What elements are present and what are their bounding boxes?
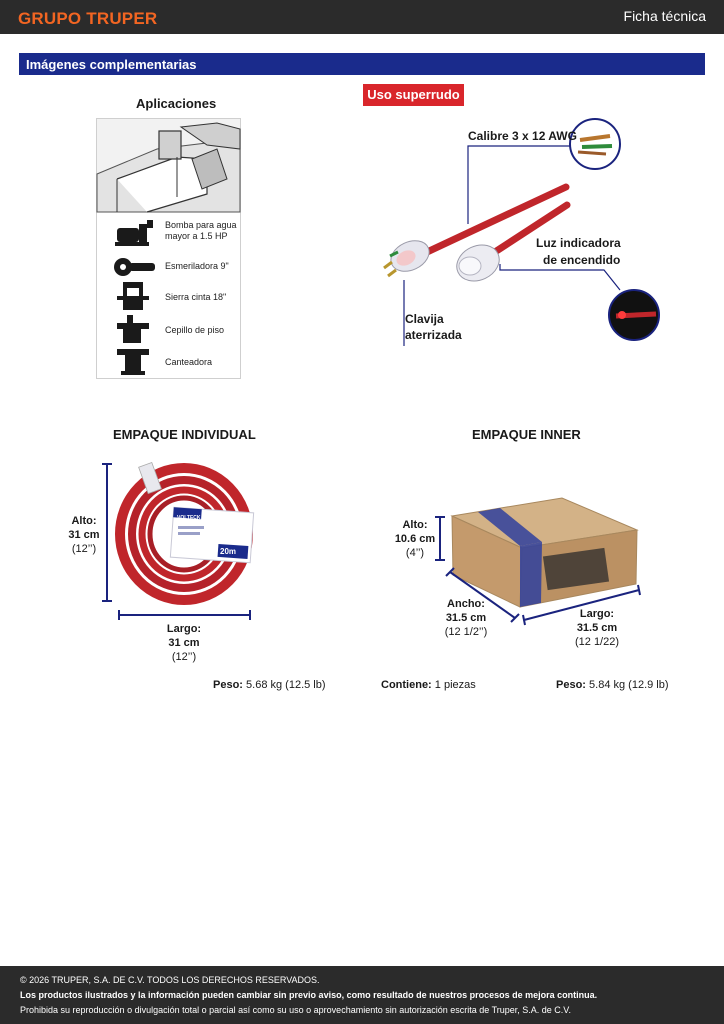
gauge-label: Calibre 3 x 12 AWG — [468, 129, 577, 143]
contains-label: Contiene: — [381, 679, 432, 691]
page-label: Ficha técnica — [623, 8, 706, 24]
inner-width-cm: 31.5 cm — [445, 612, 487, 624]
app-label: Bomba para agua mayor a 1.5 HP — [165, 220, 237, 241]
inner-height-dimension — [394, 518, 436, 560]
inner-length-in: (12 1/22) — [574, 636, 620, 648]
cardboard-box-image — [452, 498, 637, 607]
inner-length-label: Largo: — [579, 608, 615, 620]
length-cm: 31 cm — [168, 637, 200, 649]
inner-length-dimension — [570, 607, 624, 649]
contains-value: 1 piezas — [434, 679, 476, 691]
inner-length-cm: 31.5 cm — [576, 622, 618, 634]
inner-width-dimension — [440, 597, 492, 639]
inner-weight-value: 5.84 kg (12.9 lb) — [589, 679, 669, 691]
app-label: Canteadora — [165, 357, 213, 367]
height-label: Alto: — [71, 515, 97, 527]
heavy-duty-badge: Uso superrudo — [363, 84, 464, 106]
inner-weight-label: Peso: — [556, 679, 586, 691]
app-label: Cepillo de piso — [165, 325, 225, 335]
weight-value: 5.68 kg (12.5 lb) — [246, 679, 326, 691]
app-label: Sierra cinta 18" — [165, 292, 227, 302]
app-label: Esmeriladora 9" — [165, 261, 229, 271]
inner-weight — [556, 679, 669, 691]
inner-height-cm: 10.6 cm — [394, 533, 436, 545]
inner-width-in: (12 1/2’’) — [444, 626, 488, 638]
individual-package-title: EMPAQUE INDIVIDUAL — [113, 427, 256, 442]
plug-label-line1: Clavija — [405, 312, 444, 326]
inner-height-label: Alto: — [402, 519, 428, 531]
height-in: (12’’) — [71, 543, 97, 555]
footer-notice: Los productos ilustrados y la información pueden cambiar sin previo aviso, como resultado de nuestros procesos de mejora continua. — [20, 990, 598, 1000]
inner-package-title: EMPAQUE INNER — [472, 427, 581, 442]
inner-contents — [381, 679, 476, 691]
brand-logo: GRUPO TRUPER — [18, 9, 158, 28]
product-length: 20m — [220, 547, 237, 556]
indicator-label-line2: de encendido — [543, 253, 621, 267]
length-in: (12’’) — [171, 651, 197, 663]
length-label: Largo: — [166, 623, 202, 635]
plug-label-line2: aterrizada — [405, 328, 462, 342]
footer — [0, 966, 724, 1024]
indicator-label-line1: Luz indicadora — [536, 236, 621, 250]
inner-height-in: (4’’) — [405, 547, 425, 559]
height-cm: 31 cm — [68, 529, 100, 541]
inner-width-label: Ancho: — [447, 598, 485, 610]
footer-prohibition: Prohibida su reproducción o divulgación total o parcial así como su uso o aprovechamiento sin autorización escrita de Truper, S.A. de C.V. — [20, 1005, 571, 1015]
weight-label: Peso: — [213, 679, 243, 691]
footer-copyright: © 2026 TRUPER, S.A. DE C.V. TODOS LOS DERECHOS RESERVADOS. — [20, 975, 320, 985]
product-brand: VOLTECK — [177, 515, 201, 521]
section-title: Imágenes complementarias — [26, 57, 197, 72]
applications-title: Aplicaciones — [136, 96, 217, 111]
